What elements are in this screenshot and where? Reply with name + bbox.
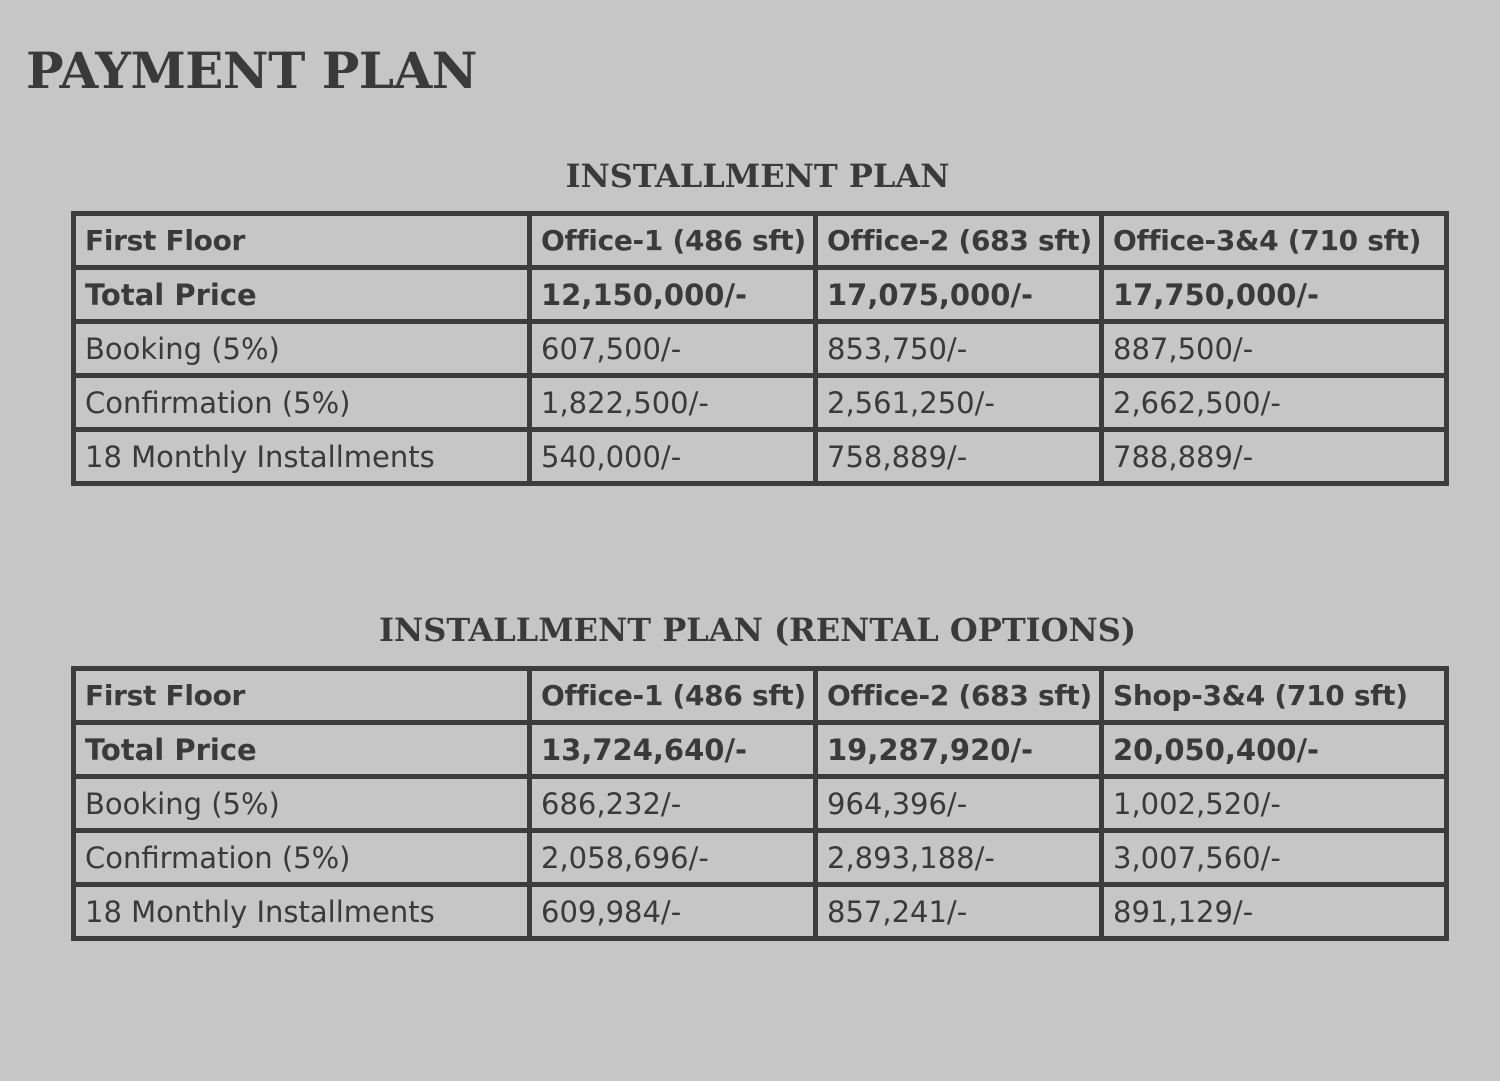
row-label-cell: Confirmation (5%) <box>74 831 530 885</box>
installment-plan-section <box>71 154 1444 486</box>
header-unit-cell: Office-2 (683 sft) <box>816 669 1102 723</box>
value-cell: 853,750/- <box>816 322 1102 376</box>
value-cell: 17,075,000/- <box>816 268 1102 322</box>
installment-plan-title: INSTALLMENT PLAN <box>565 157 950 195</box>
installment-plan-table <box>71 211 1449 486</box>
header-unit-cell: Office-2 (683 sft) <box>816 214 1102 268</box>
value-cell: 1,002,520/- <box>1102 777 1447 831</box>
value-cell: 3,007,560/- <box>1102 831 1447 885</box>
value-cell: 540,000/- <box>530 430 816 484</box>
header-floor-cell: First Floor <box>74 214 530 268</box>
header-unit-cell: Office-1 (486 sft) <box>530 669 816 723</box>
row-label-cell: Total Price <box>74 723 530 777</box>
value-cell: 1,822,500/- <box>530 376 816 430</box>
value-cell: 2,662,500/- <box>1102 376 1447 430</box>
value-cell: 607,500/- <box>530 322 816 376</box>
table-row-confirmation <box>74 376 1447 430</box>
row-label-cell: Total Price <box>74 268 530 322</box>
table-row-monthly-installments <box>74 430 1447 484</box>
table-row-total-price <box>74 268 1447 322</box>
rental-options-title: INSTALLMENT PLAN (RENTAL OPTIONS) <box>378 611 1136 649</box>
table-row-booking <box>74 777 1447 831</box>
rental-options-table <box>71 666 1449 941</box>
value-cell: 2,893,188/- <box>816 831 1102 885</box>
table-row-monthly-installments <box>74 885 1447 939</box>
value-cell: 857,241/- <box>816 885 1102 939</box>
rental-options-section <box>71 608 1444 941</box>
header-unit-cell: Shop-3&4 (710 sft) <box>1102 669 1447 723</box>
value-cell: 686,232/- <box>530 777 816 831</box>
value-cell: 12,150,000/- <box>530 268 816 322</box>
row-label-cell: Booking (5%) <box>74 777 530 831</box>
table-header-row <box>74 214 1447 268</box>
row-label-cell: Booking (5%) <box>74 322 530 376</box>
table-header-row <box>74 669 1447 723</box>
value-cell: 609,984/- <box>530 885 816 939</box>
value-cell: 2,561,250/- <box>816 376 1102 430</box>
value-cell: 887,500/- <box>1102 322 1447 376</box>
header-unit-cell: Office-3&4 (710 sft) <box>1102 214 1447 268</box>
value-cell: 19,287,920/- <box>816 723 1102 777</box>
value-cell: 2,058,696/- <box>530 831 816 885</box>
value-cell: 964,396/- <box>816 777 1102 831</box>
value-cell: 13,724,640/- <box>530 723 816 777</box>
value-cell: 891,129/- <box>1102 885 1447 939</box>
table-row-total-price <box>74 723 1447 777</box>
table-row-booking <box>74 322 1447 376</box>
value-cell: 20,050,400/- <box>1102 723 1447 777</box>
header-floor-cell: First Floor <box>74 669 530 723</box>
row-label-cell: 18 Monthly Installments <box>74 885 530 939</box>
value-cell: 17,750,000/- <box>1102 268 1447 322</box>
page-title: PAYMENT PLAN <box>26 41 477 100</box>
row-label-cell: 18 Monthly Installments <box>74 430 530 484</box>
header-unit-cell: Office-1 (486 sft) <box>530 214 816 268</box>
value-cell: 758,889/- <box>816 430 1102 484</box>
table-row-confirmation <box>74 831 1447 885</box>
value-cell: 788,889/- <box>1102 430 1447 484</box>
row-label-cell: Confirmation (5%) <box>74 376 530 430</box>
